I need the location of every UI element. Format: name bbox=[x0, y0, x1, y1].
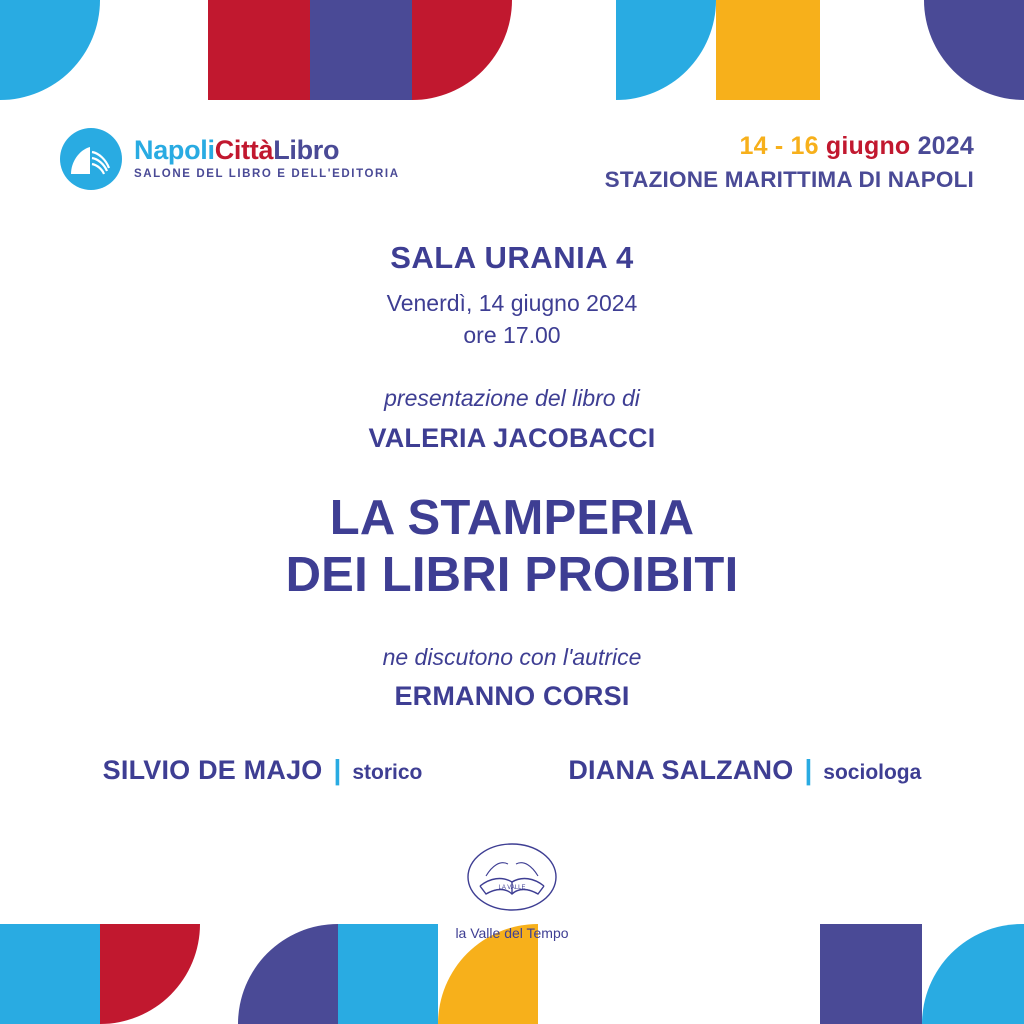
logo-part-citta: Città bbox=[214, 135, 274, 166]
guest-item bbox=[568, 754, 921, 786]
event-dates-month: giugno bbox=[825, 132, 911, 160]
book-title-line-1: LA STAMPERIA bbox=[329, 491, 695, 545]
decor-top-red-quarter bbox=[412, 0, 512, 100]
book-title bbox=[0, 490, 1024, 604]
guest-name: DIANA SALZANO bbox=[568, 754, 794, 785]
festival-logo-subtitle: SALONE DEL LIBRO E DELL'EDITORIA bbox=[134, 168, 400, 181]
book-wave-icon bbox=[60, 128, 122, 190]
session-details bbox=[0, 240, 1024, 941]
decor-top-purple-block bbox=[310, 0, 412, 100]
session-date: Venerdì, 14 giugno 2024 bbox=[386, 290, 638, 316]
event-info bbox=[605, 132, 974, 193]
svg-text:LA VALLE: LA VALLE bbox=[498, 884, 526, 891]
festival-logo-title bbox=[134, 137, 400, 164]
session-time: ore 17.00 bbox=[463, 322, 561, 348]
decor-top-red-block bbox=[208, 0, 310, 100]
book-author: VALERIA JACOBACCI bbox=[368, 423, 656, 453]
open-book-icon bbox=[466, 842, 558, 917]
decor-top-purple-quarter bbox=[924, 0, 1024, 100]
book-title-line-2: DEI LIBRI PROIBITI bbox=[285, 547, 739, 602]
guest-separator: | bbox=[333, 753, 342, 785]
decor-top-cyan-quarter bbox=[0, 0, 100, 100]
logo-part-napoli: Napoli bbox=[134, 135, 215, 166]
session-hall: SALA URANIA 4 bbox=[390, 240, 634, 275]
logo-part-libro: Libro bbox=[273, 135, 340, 166]
guest-role: storico bbox=[352, 760, 423, 784]
festival-logo bbox=[60, 128, 400, 190]
publisher-logo bbox=[0, 842, 1024, 941]
presentation-label: presentazione del libro di bbox=[384, 385, 640, 411]
event-venue: STAZIONE MARITTIMA DI NAPOLI bbox=[604, 167, 974, 192]
event-dates bbox=[605, 132, 974, 161]
moderator-name: ERMANNO CORSI bbox=[394, 680, 630, 711]
guest-role: sociologa bbox=[823, 760, 922, 784]
guest-separator: | bbox=[804, 753, 813, 785]
guest-name: SILVIO DE MAJO bbox=[102, 754, 323, 785]
publisher-name: la Valle del Tempo bbox=[455, 924, 569, 941]
guest-list bbox=[0, 754, 1024, 786]
event-dates-day: 14 - 16 bbox=[739, 132, 819, 160]
guest-item bbox=[103, 754, 423, 786]
event-dates-year: 2024 bbox=[917, 132, 974, 160]
decor-top-yellow-block bbox=[716, 0, 820, 100]
decor-top-cyan-quarter-2 bbox=[616, 0, 716, 100]
discussion-label: ne discutono con l'autrice bbox=[382, 643, 642, 670]
